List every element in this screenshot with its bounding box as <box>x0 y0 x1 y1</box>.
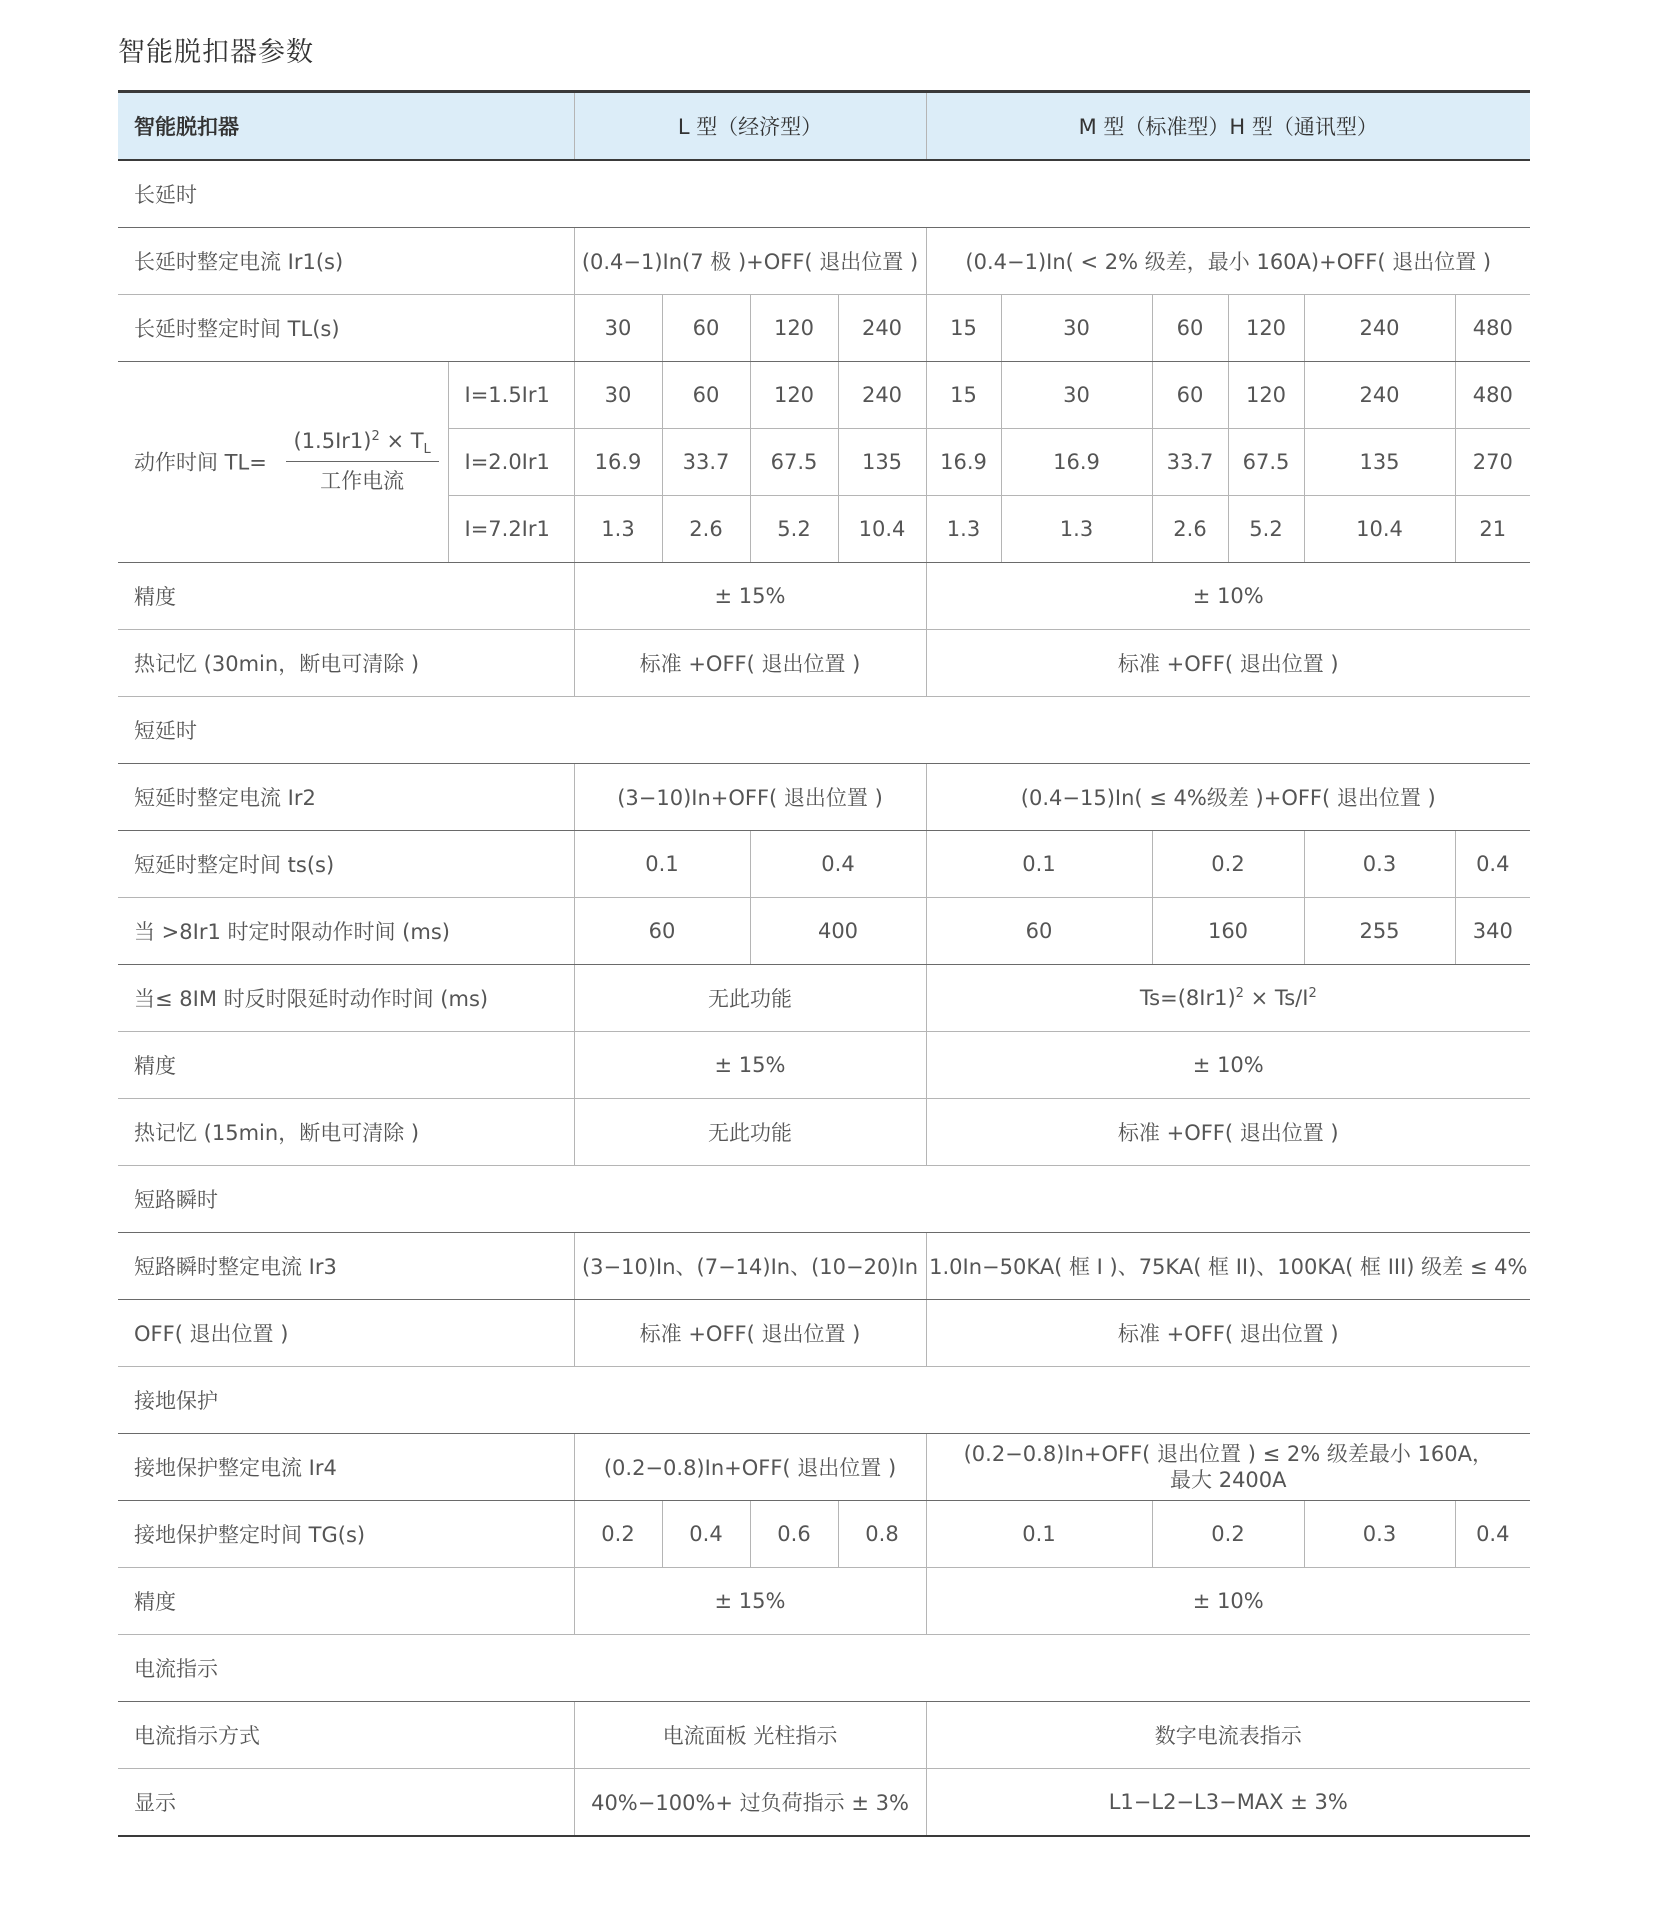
cell-mh: 160 <box>1152 898 1304 965</box>
cell-mh: 240 <box>1304 362 1455 429</box>
cell-mh: 0.3 <box>1304 1501 1455 1568</box>
header-l-type: L 型（经济型） <box>574 92 926 161</box>
cell-l: 60 <box>574 898 750 965</box>
cell-mh: 0.4 <box>1455 831 1530 898</box>
table-row <box>118 295 1530 362</box>
row-label: 电流指示方式 <box>118 1702 574 1769</box>
table-row <box>118 563 1530 630</box>
row-label: 接地保护整定时间 TG(s) <box>118 1501 574 1568</box>
cell-mh: 135 <box>1304 429 1455 496</box>
section-row-instantaneous <box>118 1166 1530 1233</box>
cell-mh: 0.1 <box>926 831 1152 898</box>
cell-mh: 30 <box>1001 295 1152 362</box>
formula-denominator: 工作电流 <box>320 468 405 493</box>
cell-mh: 33.7 <box>1152 429 1228 496</box>
cell-mh: 240 <box>1304 295 1455 362</box>
table-row <box>118 1300 1530 1367</box>
table-row <box>118 1568 1530 1635</box>
cell-mh: 480 <box>1455 362 1530 429</box>
cell-l: 标准 +OFF( 退出位置 ) <box>574 1300 926 1367</box>
cell-mh: 60 <box>1152 295 1228 362</box>
cell-mh: 30 <box>1001 362 1152 429</box>
cell-mh: 16.9 <box>1001 429 1152 496</box>
row-label: 短路瞬时整定电流 Ir3 <box>118 1233 574 1300</box>
cell-l: 无此功能 <box>574 965 926 1032</box>
action-time-formula <box>118 362 448 563</box>
cell-l: ± 15% <box>574 1032 926 1099</box>
cell-mh: ± 10% <box>926 1568 1530 1635</box>
cell-mh: 10.4 <box>1304 496 1455 563</box>
cell-mh: 270 <box>1455 429 1530 496</box>
section-label: 接地保护 <box>118 1367 1530 1434</box>
table-row <box>118 1702 1530 1769</box>
section-row-long-delay <box>118 160 1530 228</box>
row-label: 短延时整定时间 ts(s) <box>118 831 574 898</box>
cell-mh: 1.3 <box>926 496 1001 563</box>
formula-fraction <box>286 429 439 494</box>
cell-mh: 120 <box>1228 362 1304 429</box>
row-label: 长延时整定电流 Ir1(s) <box>118 228 574 295</box>
row-label: 接地保护整定电流 Ir4 <box>118 1434 574 1501</box>
cell-mh-line1: (0.2−0.8)In+OFF( 退出位置 ) ≤ 2% 级差最小 160A， <box>963 1442 1493 1466</box>
trip-unit-parameters-table <box>118 90 1530 1837</box>
section-row-ground-fault <box>118 1367 1530 1434</box>
cell-l: 30 <box>574 362 662 429</box>
cell-mh: 120 <box>1228 295 1304 362</box>
cell-l: (0.2−0.8)In+OFF( 退出位置 ) <box>574 1434 926 1501</box>
cell-mh: 标准 +OFF( 退出位置 ) <box>926 630 1530 697</box>
row-label: 当≤ 8IM 时反时限延时动作时间 (ms) <box>118 965 574 1032</box>
cell-mh: 0.2 <box>1152 1501 1304 1568</box>
table-row <box>118 1769 1530 1837</box>
cell-mh: 480 <box>1455 295 1530 362</box>
cell-l: (3−10)In+OFF( 退出位置 ) <box>574 764 926 831</box>
condition-label: I=2.0Ir1 <box>448 429 574 496</box>
cell-mh: 60 <box>926 898 1152 965</box>
cell-l: 240 <box>838 295 926 362</box>
cell-l: 60 <box>662 362 750 429</box>
cell-mh: 5.2 <box>1228 496 1304 563</box>
cell-mh: 340 <box>1455 898 1530 965</box>
cell-l: 0.4 <box>662 1501 750 1568</box>
cell-l: 10.4 <box>838 496 926 563</box>
row-label: 长延时整定时间 TL(s) <box>118 295 574 362</box>
row-label: 精度 <box>118 1568 574 1635</box>
cell-l: 40%−100%+ 过负荷指示 ± 3% <box>574 1769 926 1837</box>
cell-l: ± 15% <box>574 1568 926 1635</box>
section-label: 电流指示 <box>118 1635 1530 1702</box>
cell-l: 240 <box>838 362 926 429</box>
formula-numerator: $(1.5Ir1)^2 \times T_L$ <box>286 429 439 461</box>
header-trip-unit: 智能脱扣器 <box>118 92 574 161</box>
row-label: 短延时整定电流 Ir2 <box>118 764 574 831</box>
table-row <box>118 764 1530 831</box>
cell-l: 60 <box>662 295 750 362</box>
table-row <box>118 1233 1530 1300</box>
cell-mh: 15 <box>926 362 1001 429</box>
formula-label: 动作时间 TL= <box>134 451 267 475</box>
table-row <box>118 630 1530 697</box>
table-row <box>118 1434 1530 1501</box>
cell-l: 120 <box>750 295 838 362</box>
cell-l: 16.9 <box>574 429 662 496</box>
cell-l: 33.7 <box>662 429 750 496</box>
row-label: 精度 <box>118 563 574 630</box>
cell-mh: (0.4−1)In( < 2% 级差，最小 160A)+OFF( 退出位置 ) <box>926 228 1530 295</box>
cell-l: 标准 +OFF( 退出位置 ) <box>574 630 926 697</box>
cell-l: (0.4−1)In(7 极 )+OFF( 退出位置 ) <box>574 228 926 295</box>
cell-mh: (0.4−15)In( ≤ 4%级差 )+OFF( 退出位置 ) <box>926 764 1530 831</box>
cell-l: 0.1 <box>574 831 750 898</box>
section-row-short-delay <box>118 697 1530 764</box>
cell-l: 0.6 <box>750 1501 838 1568</box>
cell-mh-line2: 最大 2400A <box>1170 1468 1287 1492</box>
header-mh-type: M 型（标准型）H 型（通讯型） <box>926 92 1530 161</box>
condition-label: I=7.2Ir1 <box>448 496 574 563</box>
cell-l: 0.8 <box>838 1501 926 1568</box>
table-row <box>118 362 1530 429</box>
row-label: OFF( 退出位置 ) <box>118 1300 574 1367</box>
cell-mh: 67.5 <box>1228 429 1304 496</box>
row-label: 热记忆 (15min，断电可清除 ) <box>118 1099 574 1166</box>
table-row <box>118 228 1530 295</box>
cell-mh: 255 <box>1304 898 1455 965</box>
cell-l: 5.2 <box>750 496 838 563</box>
cell-l: 无此功能 <box>574 1099 926 1166</box>
cell-l: 120 <box>750 362 838 429</box>
cell-mh: 数字电流表指示 <box>926 1702 1530 1769</box>
cell-mh: ± 10% <box>926 563 1530 630</box>
cell-mh: 0.4 <box>1455 1501 1530 1568</box>
cell-l: 0.2 <box>574 1501 662 1568</box>
table-row <box>118 1099 1530 1166</box>
cell-l: 135 <box>838 429 926 496</box>
cell-l: 30 <box>574 295 662 362</box>
cell-mh: 16.9 <box>926 429 1001 496</box>
cell-mh: 0.1 <box>926 1501 1152 1568</box>
cell-mh: 标准 +OFF( 退出位置 ) <box>926 1300 1530 1367</box>
table-row <box>118 965 1530 1032</box>
cell-mh: 0.2 <box>1152 831 1304 898</box>
cell-mh: 标准 +OFF( 退出位置 ) <box>926 1099 1530 1166</box>
cell-l: 400 <box>750 898 926 965</box>
table-row <box>118 1501 1530 1568</box>
cell-mh: L1−L2−L3−MAX ± 3% <box>926 1769 1530 1837</box>
row-label: 精度 <box>118 1032 574 1099</box>
section-row-current-indication <box>118 1635 1530 1702</box>
cell-mh: 0.3 <box>1304 831 1455 898</box>
cell-l: 2.6 <box>662 496 750 563</box>
cell-mh: 1.0In−50KA( 框 I )、75KA( 框 II)、100KA( 框 III) 级差 ≤ 4% <box>926 1233 1530 1300</box>
cell-l: 0.4 <box>750 831 926 898</box>
cell-l: (3−10)In、(7−14)In、(10−20)In <box>574 1233 926 1300</box>
cell-mh <box>926 1434 1530 1501</box>
row-label: 热记忆 (30min，断电可清除 ) <box>118 630 574 697</box>
cell-mh: 60 <box>1152 362 1228 429</box>
cell-mh: 21 <box>1455 496 1530 563</box>
cell-mh: 15 <box>926 295 1001 362</box>
table-row <box>118 898 1530 965</box>
condition-label: I=1.5Ir1 <box>448 362 574 429</box>
cell-mh-formula: $Ts=(8Ir1)^2 \times Ts/I^2$ <box>926 965 1530 1032</box>
section-label: 长延时 <box>118 160 1530 228</box>
table-header-row <box>118 92 1530 161</box>
table-row <box>118 831 1530 898</box>
cell-mh: 2.6 <box>1152 496 1228 563</box>
cell-l: ± 15% <box>574 563 926 630</box>
cell-mh: ± 10% <box>926 1032 1530 1099</box>
cell-l: 电流面板 光柱指示 <box>574 1702 926 1769</box>
row-label: 当 >8Ir1 时定时限动作时间 (ms) <box>118 898 574 965</box>
cell-l: 1.3 <box>574 496 662 563</box>
page-title: 智能脱扣器参数 <box>118 37 314 68</box>
section-label: 短路瞬时 <box>118 1166 1530 1233</box>
section-label: 短延时 <box>118 697 1530 764</box>
row-label: 显示 <box>118 1769 574 1837</box>
cell-mh: 1.3 <box>1001 496 1152 563</box>
table-row <box>118 1032 1530 1099</box>
cell-l: 67.5 <box>750 429 838 496</box>
